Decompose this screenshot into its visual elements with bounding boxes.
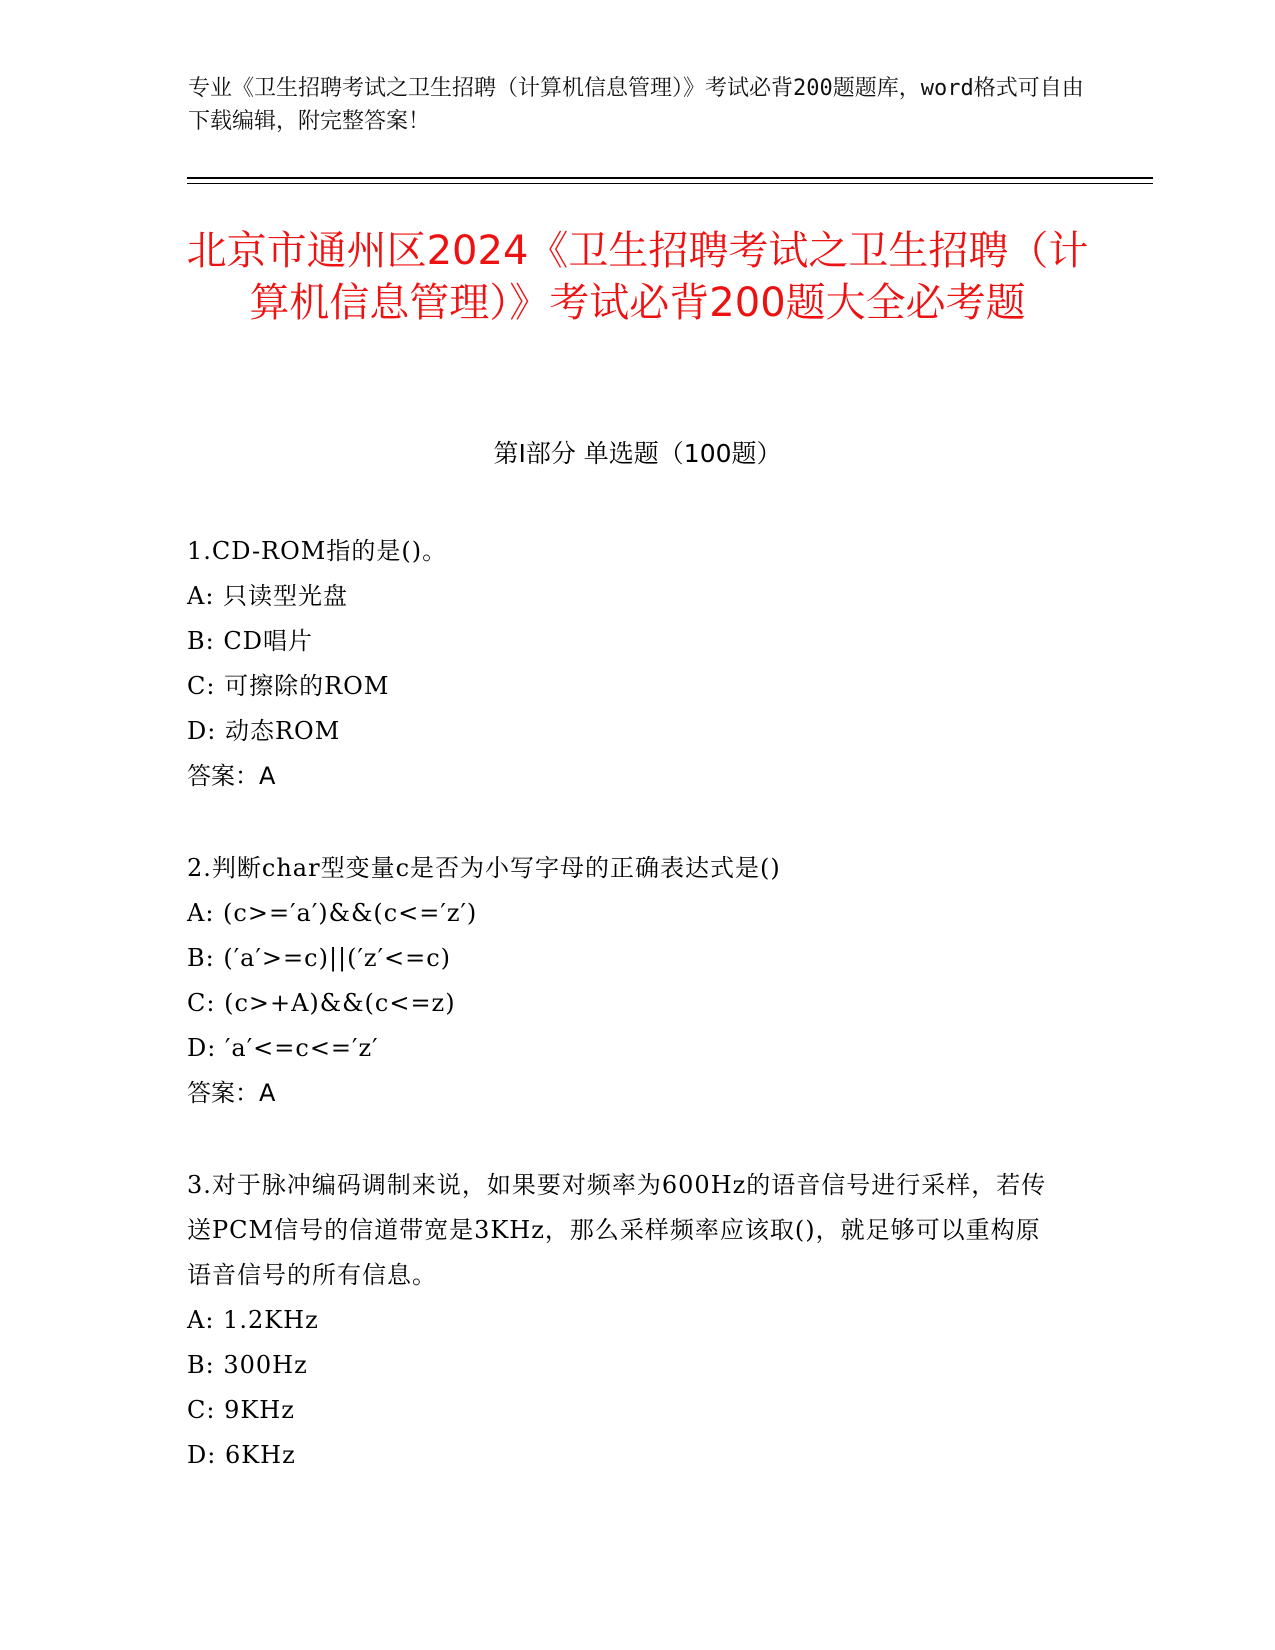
option-c: C: (c>+A)&&(c<=z) — [187, 989, 456, 1017]
question-2 — [187, 846, 1057, 1116]
answer-line: 答案：A — [187, 762, 276, 790]
question-stem: 3.对于脉冲编码调制来说，如果要对频率为600Hz的语音信号进行采样，若传送PCM信号的信道带宽是3KHz，那么采样频率应该取()，就足够可以重构原语音信号的所有信息。 — [187, 1171, 1047, 1289]
option-a: A: 只读型光盘 — [187, 582, 349, 610]
option-d: D: 动态ROM — [187, 717, 341, 745]
option-b: B: 300Hz — [187, 1351, 308, 1379]
header-divider-thin — [187, 183, 1153, 184]
option-d: D: 6KHz — [187, 1441, 296, 1469]
question-stem: 1.CD-ROM指的是()。 — [187, 537, 448, 565]
section-title: 第Ⅰ部分 单选题（100题） — [493, 439, 782, 468]
option-c: C: 可擦除的ROM — [187, 672, 390, 700]
option-a: A: 1.2KHz — [187, 1306, 319, 1334]
question-1 — [187, 529, 1057, 799]
question-3 — [187, 1163, 1057, 1478]
option-b: B: (′a′>=c)||(′z′<=c) — [187, 944, 452, 972]
option-a: A: (c>=′a′)&&(c<=′z′) — [187, 899, 478, 927]
option-b: B: CD唱片 — [187, 627, 313, 655]
question-list — [187, 529, 1057, 1525]
option-c: C: 9KHz — [187, 1396, 295, 1424]
option-d: D: ′a′<=c<=′z′ — [187, 1034, 379, 1062]
question-stem: 2.判断char型变量c是否为小写字母的正确表达式是() — [187, 854, 781, 882]
header-note: 专业《卫生招聘考试之卫生招聘（计算机信息管理）》考试必背200题题库，word格式可自由下载编辑，附完整答案！ — [188, 76, 1084, 134]
document-title: 北京市通州区2024《卫生招聘考试之卫生招聘（计算机信息管理）》考试必背200题大全必考题 — [186, 228, 1089, 326]
answer-line: 答案：A — [187, 1079, 276, 1107]
header-divider-thick — [187, 177, 1153, 179]
